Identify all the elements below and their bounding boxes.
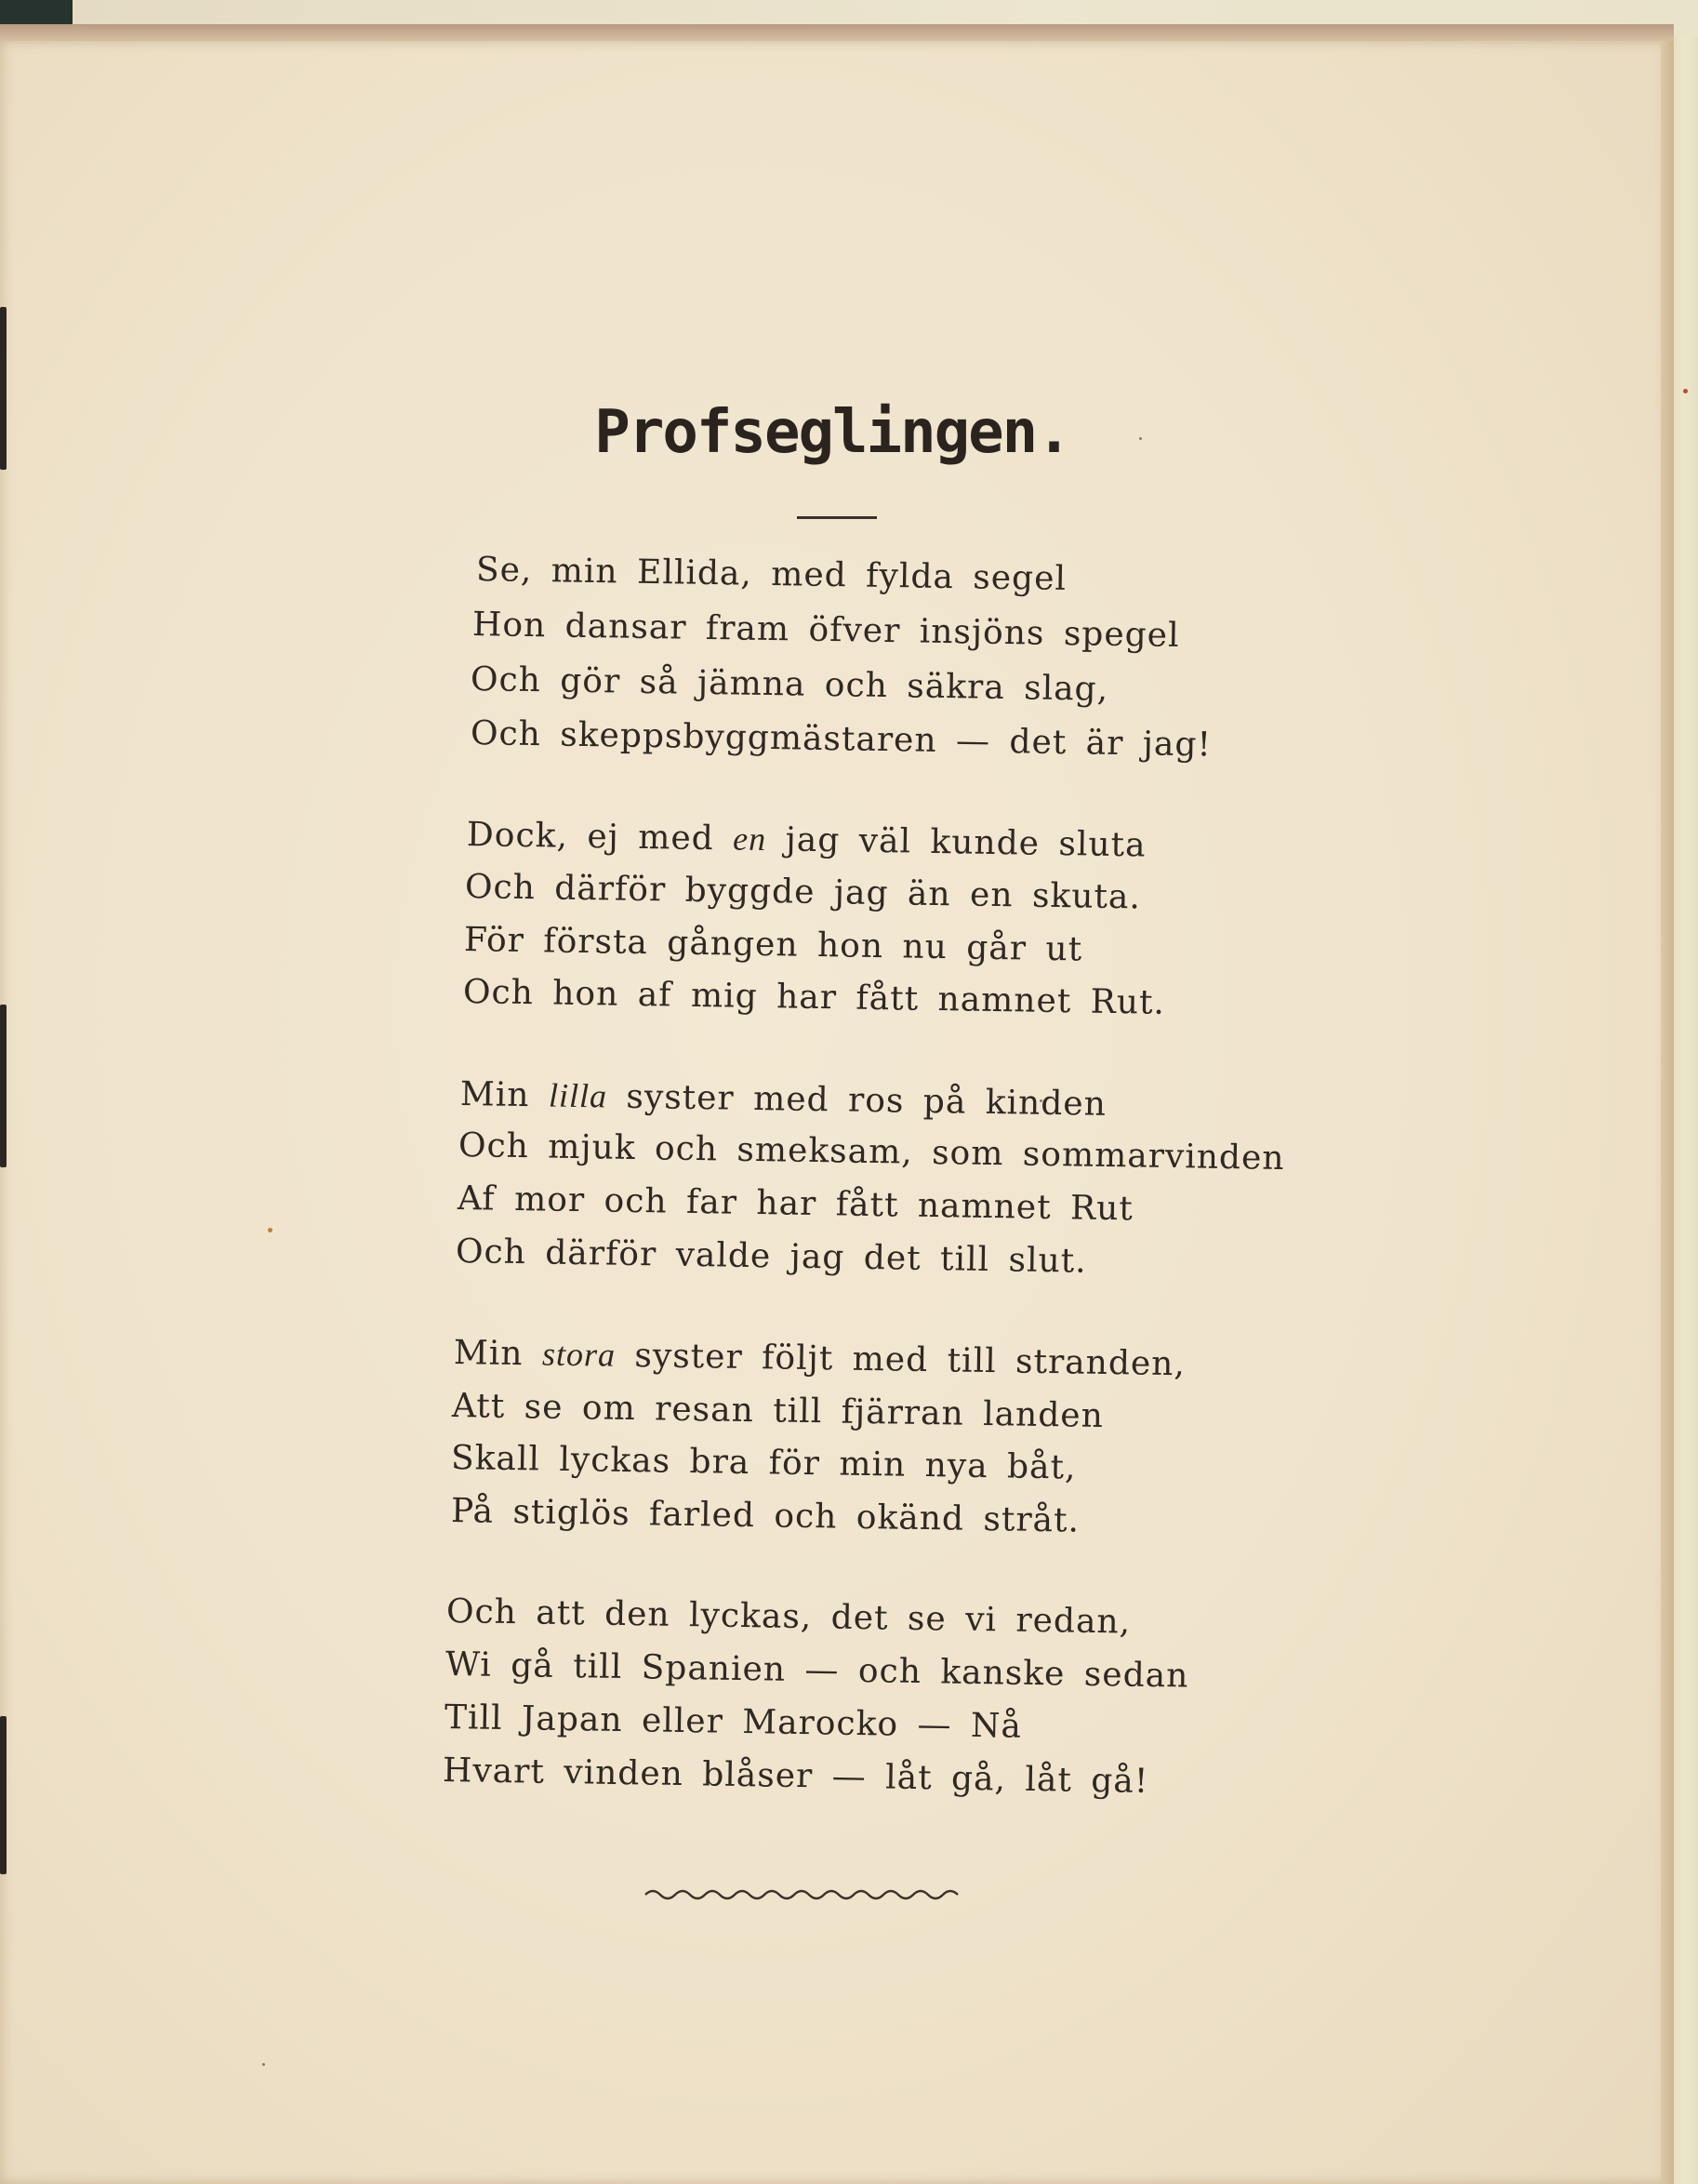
page-right-edge <box>1661 41 1674 2184</box>
poem-line: Af mor och far har fått namnet Rut <box>457 1179 1134 1229</box>
binding-thread <box>0 1005 7 1167</box>
paper-speck <box>262 2063 265 2066</box>
binding-thread <box>0 1716 7 1874</box>
poem-line: Och gör så jämna och säkra slag, <box>470 660 1109 709</box>
poem-line: Min lilla syster med ros på kinden <box>459 1075 1108 1124</box>
poem-line: Att se om resan till fjärran landen <box>451 1387 1105 1436</box>
poem-line: Och mjuk och smeksam, som sommarvinden <box>458 1126 1285 1178</box>
poem-line: Se, min Ellida, med fylda segel <box>475 551 1068 598</box>
poem-line: Och hon af mig har fått namnet Rut. <box>462 973 1166 1022</box>
paper-speck <box>268 1228 272 1232</box>
poem-line: Till Japan eller Marocko — Nå <box>444 1698 1023 1746</box>
poem-line: Hvart vinden blåser — låt gå, låt gå! <box>442 1751 1149 1801</box>
paper-speck <box>1683 389 1688 393</box>
poem-line: Och att den lyckas, det se vi redan, <box>445 1592 1132 1642</box>
poem-title: Profseglingen. <box>594 398 1070 467</box>
poem-line: Och därför byggde jag än en skuta. <box>464 868 1142 917</box>
title-rule <box>797 516 877 519</box>
emphasis: stora <box>541 1335 617 1374</box>
poem-line: Min stora syster följt med till stranden, <box>453 1334 1187 1384</box>
poem-line: För första gången hon nu går ut <box>463 921 1083 969</box>
poem-line: Och därför valde jag det till slut. <box>455 1232 1087 1281</box>
poem-line: På stiglös farled och okänd stråt. <box>450 1492 1081 1540</box>
emphasis: lilla <box>548 1076 608 1115</box>
poem-line: Hon dansar fram öfver insjöns spegel <box>471 606 1180 655</box>
poem-line: Wi gå till Spanien — och kanske sedan <box>444 1645 1189 1696</box>
tailpiece-ornament <box>643 1881 960 1909</box>
poem-line: Skall lyckas bra för min nya båt, <box>450 1439 1077 1487</box>
emphasis: en <box>732 819 767 859</box>
poem-line: Dock, ej med en jag väl kunde sluta <box>466 816 1147 865</box>
poem-line: Och skeppsbyggmästaren — det är jag! <box>470 714 1213 765</box>
